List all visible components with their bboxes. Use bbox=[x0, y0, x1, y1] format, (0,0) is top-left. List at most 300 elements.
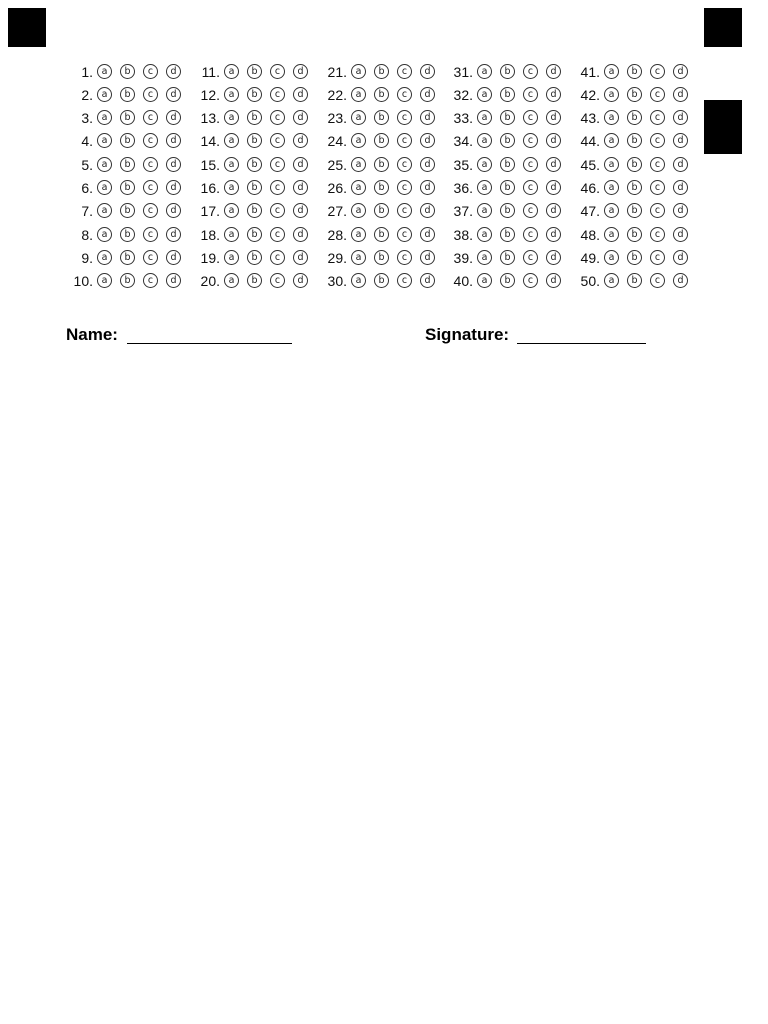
answer-bubble-a[interactable]: a bbox=[351, 227, 366, 242]
question-number: 29. bbox=[327, 250, 347, 266]
answer-bubble-b[interactable]: b bbox=[627, 250, 642, 265]
answer-bubble-c[interactable]: c bbox=[523, 133, 538, 148]
question-row bbox=[443, 248, 569, 268]
answer-bubble-c[interactable]: c bbox=[143, 273, 158, 288]
answer-bubble-d[interactable]: d bbox=[166, 87, 181, 102]
question-row bbox=[317, 62, 443, 82]
question-number: 30. bbox=[327, 273, 347, 289]
answer-bubble-d[interactable]: d bbox=[166, 203, 181, 218]
answer-bubble-b[interactable]: b bbox=[374, 157, 389, 172]
answer-bubble-d[interactable]: d bbox=[293, 180, 308, 195]
question-row bbox=[317, 131, 443, 151]
question-row bbox=[570, 248, 696, 268]
answer-bubble-d[interactable]: d bbox=[293, 133, 308, 148]
answer-bubble-a[interactable]: a bbox=[97, 180, 112, 195]
answer-bubble-c[interactable]: c bbox=[143, 227, 158, 242]
answer-bubble-a[interactable]: a bbox=[224, 273, 239, 288]
question-number: 5. bbox=[81, 157, 93, 173]
answer-bubble-d[interactable]: d bbox=[673, 133, 688, 148]
answer-bubble-d[interactable]: d bbox=[546, 203, 561, 218]
answer-bubble-d[interactable]: d bbox=[673, 203, 688, 218]
answer-bubble-b[interactable]: b bbox=[374, 273, 389, 288]
question-number: 32. bbox=[453, 87, 473, 103]
question-number: 13. bbox=[200, 110, 220, 126]
answer-bubble-b[interactable]: b bbox=[120, 87, 135, 102]
answer-bubble-a[interactable]: a bbox=[97, 133, 112, 148]
answer-bubble-b[interactable]: b bbox=[627, 133, 642, 148]
answer-bubble-d[interactable]: d bbox=[166, 64, 181, 79]
answer-bubble-b[interactable]: b bbox=[247, 250, 262, 265]
answer-bubble-b[interactable]: b bbox=[120, 157, 135, 172]
answer-bubble-a[interactable]: a bbox=[351, 203, 366, 218]
question-row bbox=[317, 85, 443, 105]
question-row bbox=[63, 178, 189, 198]
answer-bubble-b[interactable]: b bbox=[627, 180, 642, 195]
question-row bbox=[63, 225, 189, 245]
answer-bubble-c[interactable]: c bbox=[143, 157, 158, 172]
answer-bubble-c[interactable]: c bbox=[650, 180, 665, 195]
answer-bubble-a[interactable]: a bbox=[477, 87, 492, 102]
answer-bubble-b[interactable]: b bbox=[627, 64, 642, 79]
answer-bubble-c[interactable]: c bbox=[143, 203, 158, 218]
answer-bubble-a[interactable]: a bbox=[351, 250, 366, 265]
answer-bubble-d[interactable]: d bbox=[546, 110, 561, 125]
answer-bubble-a[interactable]: a bbox=[351, 133, 366, 148]
question-row bbox=[63, 155, 189, 175]
question-number: 47. bbox=[580, 203, 600, 219]
answer-bubble-a[interactable]: a bbox=[224, 203, 239, 218]
registration-mark-top-left bbox=[8, 8, 46, 47]
question-row bbox=[443, 108, 569, 128]
answer-bubble-d[interactable]: d bbox=[166, 133, 181, 148]
question-number: 35. bbox=[453, 157, 473, 173]
answer-bubble-c[interactable]: c bbox=[650, 203, 665, 218]
question-row bbox=[63, 62, 189, 82]
answer-bubble-b[interactable]: b bbox=[247, 110, 262, 125]
answer-bubble-c[interactable]: c bbox=[650, 64, 665, 79]
answer-bubble-b[interactable]: b bbox=[627, 273, 642, 288]
answer-bubble-c[interactable]: c bbox=[270, 227, 285, 242]
answer-bubble-c[interactable]: c bbox=[650, 250, 665, 265]
answer-bubble-a[interactable]: a bbox=[477, 180, 492, 195]
question-row bbox=[63, 131, 189, 151]
answer-bubble-b[interactable]: b bbox=[120, 203, 135, 218]
answer-bubble-c[interactable]: c bbox=[143, 133, 158, 148]
answer-bubble-b[interactable]: b bbox=[120, 273, 135, 288]
answer-bubble-c[interactable]: c bbox=[523, 227, 538, 242]
answer-bubble-a[interactable]: a bbox=[97, 87, 112, 102]
answer-bubble-c[interactable]: c bbox=[397, 180, 412, 195]
answer-bubble-a[interactable]: a bbox=[351, 110, 366, 125]
answer-bubble-a[interactable]: a bbox=[351, 64, 366, 79]
answer-bubble-b[interactable]: b bbox=[627, 227, 642, 242]
answer-bubble-b[interactable]: b bbox=[500, 133, 515, 148]
answer-bubble-d[interactable]: d bbox=[673, 87, 688, 102]
answer-bubble-d[interactable]: d bbox=[293, 87, 308, 102]
question-number: 49. bbox=[580, 250, 600, 266]
answer-bubble-c[interactable]: c bbox=[270, 133, 285, 148]
answer-bubble-c[interactable]: c bbox=[523, 110, 538, 125]
answer-bubble-b[interactable]: b bbox=[247, 227, 262, 242]
answer-bubble-d[interactable]: d bbox=[546, 133, 561, 148]
question-row bbox=[190, 131, 316, 151]
answer-bubble-a[interactable]: a bbox=[604, 133, 619, 148]
answer-bubble-c[interactable]: c bbox=[523, 180, 538, 195]
answer-bubble-b[interactable]: b bbox=[374, 87, 389, 102]
answer-bubble-b[interactable]: b bbox=[374, 250, 389, 265]
answer-bubble-d[interactable]: d bbox=[673, 110, 688, 125]
answer-bubble-a[interactable]: a bbox=[604, 250, 619, 265]
question-row bbox=[317, 225, 443, 245]
answer-bubble-d[interactable]: d bbox=[293, 157, 308, 172]
answer-bubble-b[interactable]: b bbox=[374, 180, 389, 195]
answer-bubble-b[interactable]: b bbox=[247, 273, 262, 288]
answer-bubble-a[interactable]: a bbox=[477, 273, 492, 288]
answer-bubble-d[interactable]: d bbox=[166, 250, 181, 265]
answer-bubble-b[interactable]: b bbox=[627, 203, 642, 218]
question-number: 2. bbox=[81, 87, 93, 103]
answer-bubble-b[interactable]: b bbox=[500, 273, 515, 288]
answer-bubble-a[interactable]: a bbox=[477, 250, 492, 265]
answer-bubble-b[interactable]: b bbox=[374, 133, 389, 148]
answer-bubble-d[interactable]: d bbox=[420, 87, 435, 102]
answer-bubble-a[interactable]: a bbox=[477, 64, 492, 79]
answer-bubble-d[interactable]: d bbox=[673, 250, 688, 265]
question-row bbox=[570, 201, 696, 221]
answer-bubble-c[interactable]: c bbox=[523, 64, 538, 79]
answer-bubble-a[interactable]: a bbox=[477, 133, 492, 148]
question-number: 16. bbox=[200, 180, 220, 196]
answer-bubble-d[interactable]: d bbox=[166, 110, 181, 125]
answer-bubble-c[interactable]: c bbox=[650, 227, 665, 242]
answer-bubble-a[interactable]: a bbox=[477, 227, 492, 242]
question-row bbox=[190, 248, 316, 268]
answer-bubble-d[interactable]: d bbox=[673, 227, 688, 242]
question-row bbox=[63, 108, 189, 128]
answer-bubble-c[interactable]: c bbox=[523, 250, 538, 265]
answer-bubble-d[interactable]: d bbox=[673, 273, 688, 288]
question-row bbox=[570, 108, 696, 128]
question-row bbox=[570, 225, 696, 245]
question-row bbox=[190, 62, 316, 82]
answer-bubble-d[interactable]: d bbox=[293, 250, 308, 265]
answer-bubble-c[interactable]: c bbox=[270, 250, 285, 265]
question-row bbox=[317, 108, 443, 128]
question-number: 23. bbox=[327, 110, 347, 126]
answer-bubble-a[interactable]: a bbox=[224, 87, 239, 102]
question-number: 14. bbox=[200, 133, 220, 149]
question-number: 12. bbox=[200, 87, 220, 103]
answer-bubble-c[interactable]: c bbox=[650, 133, 665, 148]
question-row bbox=[443, 62, 569, 82]
answer-bubble-c[interactable]: c bbox=[397, 157, 412, 172]
answer-bubble-b[interactable]: b bbox=[247, 64, 262, 79]
question-row bbox=[570, 62, 696, 82]
question-number: 48. bbox=[580, 227, 600, 243]
answer-bubble-c[interactable]: c bbox=[270, 110, 285, 125]
answer-bubble-a[interactable]: a bbox=[351, 157, 366, 172]
answer-bubble-d[interactable]: d bbox=[546, 180, 561, 195]
question-row bbox=[63, 85, 189, 105]
question-number: 39. bbox=[453, 250, 473, 266]
answer-bubble-d[interactable]: d bbox=[166, 180, 181, 195]
question-number: 9. bbox=[81, 250, 93, 266]
answer-bubble-a[interactable]: a bbox=[351, 87, 366, 102]
answer-bubble-c[interactable]: c bbox=[143, 87, 158, 102]
answer-bubble-d[interactable]: d bbox=[166, 273, 181, 288]
question-number: 40. bbox=[453, 273, 473, 289]
answer-bubble-c[interactable]: c bbox=[397, 227, 412, 242]
answer-bubble-c[interactable]: c bbox=[270, 157, 285, 172]
answer-bubble-b[interactable]: b bbox=[500, 157, 515, 172]
answer-bubble-a[interactable]: a bbox=[97, 203, 112, 218]
answer-bubble-c[interactable]: c bbox=[523, 203, 538, 218]
answer-bubble-a[interactable]: a bbox=[224, 157, 239, 172]
answer-bubble-a[interactable]: a bbox=[477, 157, 492, 172]
question-number: 50. bbox=[580, 273, 600, 289]
answer-bubble-d[interactable]: d bbox=[420, 273, 435, 288]
answer-bubble-b[interactable]: b bbox=[120, 250, 135, 265]
answer-bubble-d[interactable]: d bbox=[673, 180, 688, 195]
answer-bubble-a[interactable]: a bbox=[604, 203, 619, 218]
question-row bbox=[63, 271, 189, 291]
question-row bbox=[190, 155, 316, 175]
question-row bbox=[190, 271, 316, 291]
question-number: 18. bbox=[200, 227, 220, 243]
question-number: 33. bbox=[453, 110, 473, 126]
answer-bubble-d[interactable]: d bbox=[420, 64, 435, 79]
answer-bubble-b[interactable]: b bbox=[247, 203, 262, 218]
answer-bubble-c[interactable]: c bbox=[523, 157, 538, 172]
answer-bubble-d[interactable]: d bbox=[420, 203, 435, 218]
answer-bubble-a[interactable]: a bbox=[477, 203, 492, 218]
answer-bubble-d[interactable]: d bbox=[293, 203, 308, 218]
question-number: 31. bbox=[453, 64, 473, 80]
question-row bbox=[317, 248, 443, 268]
registration-mark-top-right bbox=[704, 8, 742, 47]
question-row bbox=[190, 201, 316, 221]
answer-bubble-b[interactable]: b bbox=[500, 110, 515, 125]
answer-bubble-b[interactable]: b bbox=[120, 133, 135, 148]
answer-bubble-a[interactable]: a bbox=[224, 180, 239, 195]
answer-bubble-b[interactable]: b bbox=[627, 157, 642, 172]
question-number: 22. bbox=[327, 87, 347, 103]
answer-bubble-a[interactable]: a bbox=[97, 110, 112, 125]
answer-bubble-a[interactable]: a bbox=[351, 273, 366, 288]
question-number: 20. bbox=[200, 273, 220, 289]
question-row bbox=[190, 178, 316, 198]
question-row bbox=[190, 85, 316, 105]
question-row bbox=[190, 225, 316, 245]
answer-bubble-b[interactable]: b bbox=[374, 227, 389, 242]
answer-bubble-b[interactable]: b bbox=[120, 180, 135, 195]
answer-bubble-a[interactable]: a bbox=[224, 110, 239, 125]
answer-bubble-a[interactable]: a bbox=[477, 110, 492, 125]
question-row bbox=[63, 248, 189, 268]
answer-bubble-a[interactable]: a bbox=[351, 180, 366, 195]
answer-bubble-a[interactable]: a bbox=[604, 273, 619, 288]
answer-bubble-d[interactable]: d bbox=[546, 250, 561, 265]
answer-bubble-c[interactable]: c bbox=[650, 273, 665, 288]
question-number: 26. bbox=[327, 180, 347, 196]
question-number: 4. bbox=[81, 133, 93, 149]
question-number: 17. bbox=[200, 203, 220, 219]
question-number: 41. bbox=[580, 64, 600, 80]
question-number: 8. bbox=[81, 227, 93, 243]
answer-bubble-a[interactable]: a bbox=[224, 227, 239, 242]
answer-bubble-c[interactable]: c bbox=[523, 87, 538, 102]
question-number: 10. bbox=[73, 273, 93, 289]
answer-bubble-c[interactable]: c bbox=[397, 250, 412, 265]
question-number: 42. bbox=[580, 87, 600, 103]
answer-bubble-d[interactable]: d bbox=[420, 110, 435, 125]
answer-bubble-c[interactable]: c bbox=[397, 110, 412, 125]
answer-bubble-b[interactable]: b bbox=[374, 110, 389, 125]
answer-bubble-d[interactable]: d bbox=[673, 157, 688, 172]
answer-bubble-b[interactable]: b bbox=[120, 64, 135, 79]
question-number: 34. bbox=[453, 133, 473, 149]
answer-bubble-d[interactable]: d bbox=[420, 157, 435, 172]
answer-bubble-c[interactable]: c bbox=[397, 203, 412, 218]
answer-bubble-a[interactable]: a bbox=[604, 87, 619, 102]
answer-bubble-a[interactable]: a bbox=[97, 273, 112, 288]
answer-bubble-b[interactable]: b bbox=[120, 110, 135, 125]
question-row bbox=[570, 131, 696, 151]
question-row bbox=[570, 85, 696, 105]
question-row bbox=[443, 131, 569, 151]
question-number: 11. bbox=[201, 64, 220, 80]
answer-bubble-d[interactable]: d bbox=[673, 64, 688, 79]
answer-bubble-c[interactable]: c bbox=[397, 87, 412, 102]
answer-bubble-a[interactable]: a bbox=[604, 110, 619, 125]
answer-bubble-c[interactable]: c bbox=[523, 273, 538, 288]
answer-bubble-a[interactable]: a bbox=[224, 133, 239, 148]
answer-bubble-a[interactable]: a bbox=[604, 157, 619, 172]
question-number: 27. bbox=[327, 203, 347, 219]
question-number: 6. bbox=[81, 180, 93, 196]
answer-bubble-d[interactable]: d bbox=[293, 273, 308, 288]
answer-bubble-b[interactable]: b bbox=[500, 227, 515, 242]
question-number: 37. bbox=[453, 203, 473, 219]
answer-bubble-a[interactable]: a bbox=[97, 227, 112, 242]
question-row bbox=[317, 178, 443, 198]
answer-bubble-b[interactable]: b bbox=[247, 87, 262, 102]
answer-bubble-b[interactable]: b bbox=[500, 64, 515, 79]
answer-bubble-a[interactable]: a bbox=[97, 64, 112, 79]
answer-bubble-d[interactable]: d bbox=[546, 157, 561, 172]
answer-bubble-b[interactable]: b bbox=[247, 180, 262, 195]
answer-bubble-b[interactable]: b bbox=[374, 64, 389, 79]
question-row bbox=[570, 178, 696, 198]
answer-bubble-b[interactable]: b bbox=[500, 180, 515, 195]
answer-bubble-d[interactable]: d bbox=[420, 180, 435, 195]
answer-bubble-c[interactable]: c bbox=[270, 203, 285, 218]
answer-bubble-d[interactable]: d bbox=[546, 64, 561, 79]
answer-bubble-c[interactable]: c bbox=[143, 180, 158, 195]
answer-bubble-a[interactable]: a bbox=[604, 180, 619, 195]
question-number: 43. bbox=[580, 110, 600, 126]
answer-bubble-b[interactable]: b bbox=[120, 227, 135, 242]
answer-bubble-c[interactable]: c bbox=[270, 273, 285, 288]
answer-bubble-c[interactable]: c bbox=[270, 87, 285, 102]
signature-label: Signature: bbox=[425, 325, 510, 344]
answer-bubble-a[interactable]: a bbox=[224, 250, 239, 265]
answer-bubble-c[interactable]: c bbox=[650, 157, 665, 172]
answer-bubble-a[interactable]: a bbox=[224, 64, 239, 79]
question-row bbox=[443, 85, 569, 105]
answer-bubble-b[interactable]: b bbox=[500, 203, 515, 218]
question-number: 44. bbox=[580, 133, 600, 149]
answer-bubble-b[interactable]: b bbox=[627, 87, 642, 102]
question-number: 15. bbox=[200, 157, 220, 173]
name-label: Name: bbox=[66, 325, 118, 344]
question-number: 36. bbox=[453, 180, 473, 196]
answer-bubble-a[interactable]: a bbox=[604, 227, 619, 242]
question-row bbox=[317, 201, 443, 221]
question-number: 1. bbox=[81, 64, 93, 80]
question-number: 24. bbox=[327, 133, 347, 149]
answer-bubble-a[interactable]: a bbox=[604, 64, 619, 79]
answer-bubble-b[interactable]: b bbox=[247, 133, 262, 148]
answer-bubble-b[interactable]: b bbox=[500, 87, 515, 102]
answer-bubble-c[interactable]: c bbox=[397, 273, 412, 288]
question-row bbox=[317, 155, 443, 175]
question-number: 28. bbox=[327, 227, 347, 243]
answer-bubble-b[interactable]: b bbox=[500, 250, 515, 265]
answer-bubble-c[interactable]: c bbox=[397, 133, 412, 148]
answer-bubble-d[interactable]: d bbox=[420, 227, 435, 242]
answer-bubble-c[interactable]: c bbox=[650, 87, 665, 102]
answer-bubble-d[interactable]: d bbox=[293, 110, 308, 125]
answer-bubble-c[interactable]: c bbox=[143, 250, 158, 265]
question-row bbox=[190, 108, 316, 128]
name-field[interactable] bbox=[127, 343, 292, 344]
answer-bubble-a[interactable]: a bbox=[97, 157, 112, 172]
answer-bubble-b[interactable]: b bbox=[627, 110, 642, 125]
answer-bubble-d[interactable]: d bbox=[546, 227, 561, 242]
answer-bubble-d[interactable]: d bbox=[420, 250, 435, 265]
question-row bbox=[570, 271, 696, 291]
question-number: 3. bbox=[81, 110, 93, 126]
question-number: 21. bbox=[327, 64, 347, 80]
answer-bubble-d[interactable]: d bbox=[166, 157, 181, 172]
answer-bubble-c[interactable]: c bbox=[270, 64, 285, 79]
answer-grid bbox=[63, 60, 703, 294]
question-row bbox=[443, 178, 569, 198]
answer-bubble-d[interactable]: d bbox=[420, 133, 435, 148]
signature-field[interactable] bbox=[517, 343, 646, 344]
answer-bubble-d[interactable]: d bbox=[546, 273, 561, 288]
answer-bubble-b[interactable]: b bbox=[247, 157, 262, 172]
question-number: 25. bbox=[327, 157, 347, 173]
answer-bubble-b[interactable]: b bbox=[374, 203, 389, 218]
answer-bubble-c[interactable]: c bbox=[143, 110, 158, 125]
answer-bubble-c[interactable]: c bbox=[270, 180, 285, 195]
answer-bubble-a[interactable]: a bbox=[97, 250, 112, 265]
answer-bubble-c[interactable]: c bbox=[650, 110, 665, 125]
answer-bubble-d[interactable]: d bbox=[166, 227, 181, 242]
answer-bubble-c[interactable]: c bbox=[397, 64, 412, 79]
question-row bbox=[443, 271, 569, 291]
answer-bubble-d[interactable]: d bbox=[546, 87, 561, 102]
registration-mark-side bbox=[704, 100, 742, 154]
question-number: 46. bbox=[580, 180, 600, 196]
question-number: 7. bbox=[81, 203, 93, 219]
answer-bubble-d[interactable]: d bbox=[293, 64, 308, 79]
question-number: 38. bbox=[453, 227, 473, 243]
answer-bubble-c[interactable]: c bbox=[143, 64, 158, 79]
answer-bubble-d[interactable]: d bbox=[293, 227, 308, 242]
